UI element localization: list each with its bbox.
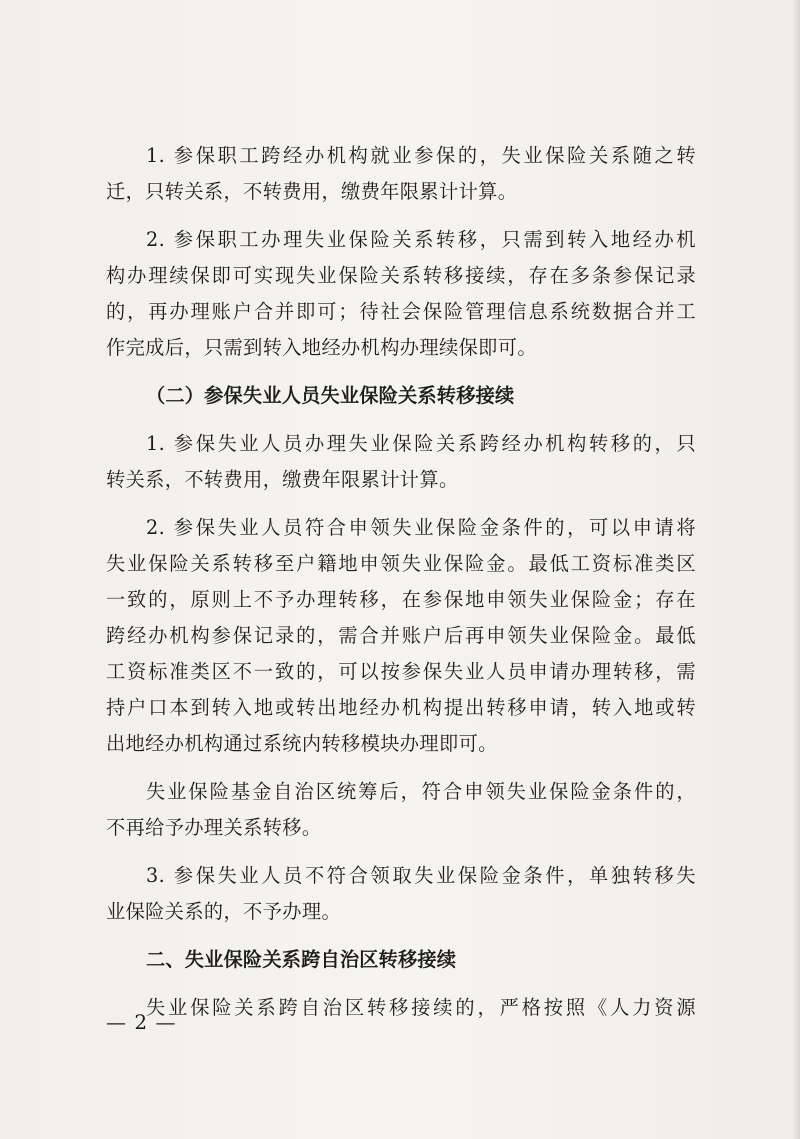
text-line: 失业保险关系转移至户籍地申领失业保险金。最低工资标准类区: [106, 552, 696, 575]
text-line: 2. 参保职工办理失业保险关系转移，只需到转入地经办机: [146, 228, 696, 251]
paragraph: [106, 774, 696, 846]
paragraph: [106, 138, 696, 210]
text-line: 出地经办机构通过系统内转移模块办理即可。: [106, 732, 498, 755]
document-body: [106, 138, 696, 1026]
text-line: 构办理续保即可实现失业保险关系转移接续，存在多条参保记录: [106, 264, 696, 287]
heading-line: （二）参保失业人员失业保险关系转移接续: [146, 384, 515, 407]
heading-line: 二、失业保险关系跨自治区转移接续: [146, 948, 457, 971]
text-line: 作完成后，只需到转入地经办机构办理续保即可。: [106, 336, 537, 359]
text-line: 不再给予办理关系转移。: [106, 816, 322, 839]
paragraph: [106, 990, 696, 1026]
paragraph: [106, 510, 696, 762]
text-line: 持户口本到转入地或转出地经办机构提出转移申请，转入地或转: [106, 696, 696, 719]
page-number: — 2 —: [106, 1010, 177, 1034]
section-heading: [106, 378, 696, 414]
text-line: 1. 参保职工跨经办机构就业参保的，失业保险关系随之转: [146, 144, 696, 167]
page-edge-shadow: [792, 0, 800, 1139]
text-line: 3. 参保失业人员不符合领取失业保险金条件，单独转移失: [146, 864, 696, 887]
paragraph: [106, 858, 696, 930]
text-line: 跨经办机构参保记录的，需合并账户后再申领失业保险金。最低: [106, 624, 696, 647]
text-line: 失业保险基金自治区统筹后，符合申领失业保险金条件的，: [146, 780, 696, 803]
paragraph: [106, 222, 696, 366]
section-heading: [106, 942, 696, 978]
text-line: 2. 参保失业人员符合申领失业保险金条件的，可以申请将: [146, 516, 696, 539]
text-line: 工资标准类区不一致的，可以按参保失业人员申请办理转移，需: [106, 660, 696, 683]
text-line: 业保险关系的，不予办理。: [106, 900, 342, 923]
text-line: 的，再办理账户合并即可；待社会保险管理信息系统数据合并工: [106, 300, 696, 323]
text-line: 一致的，原则上不予办理转移，在参保地申领失业保险金；存在: [106, 588, 696, 611]
text-line: 1. 参保失业人员办理失业保险关系跨经办机构转移的，只: [146, 432, 696, 455]
paragraph: [106, 426, 696, 498]
text-line: 失业保险关系跨自治区转移接续的，严格按照《人力资源: [146, 996, 696, 1019]
text-line: 迁，只转关系，不转费用，缴费年限累计计算。: [106, 180, 518, 203]
text-line: 转关系，不转费用，缴费年限累计计算。: [106, 468, 459, 491]
